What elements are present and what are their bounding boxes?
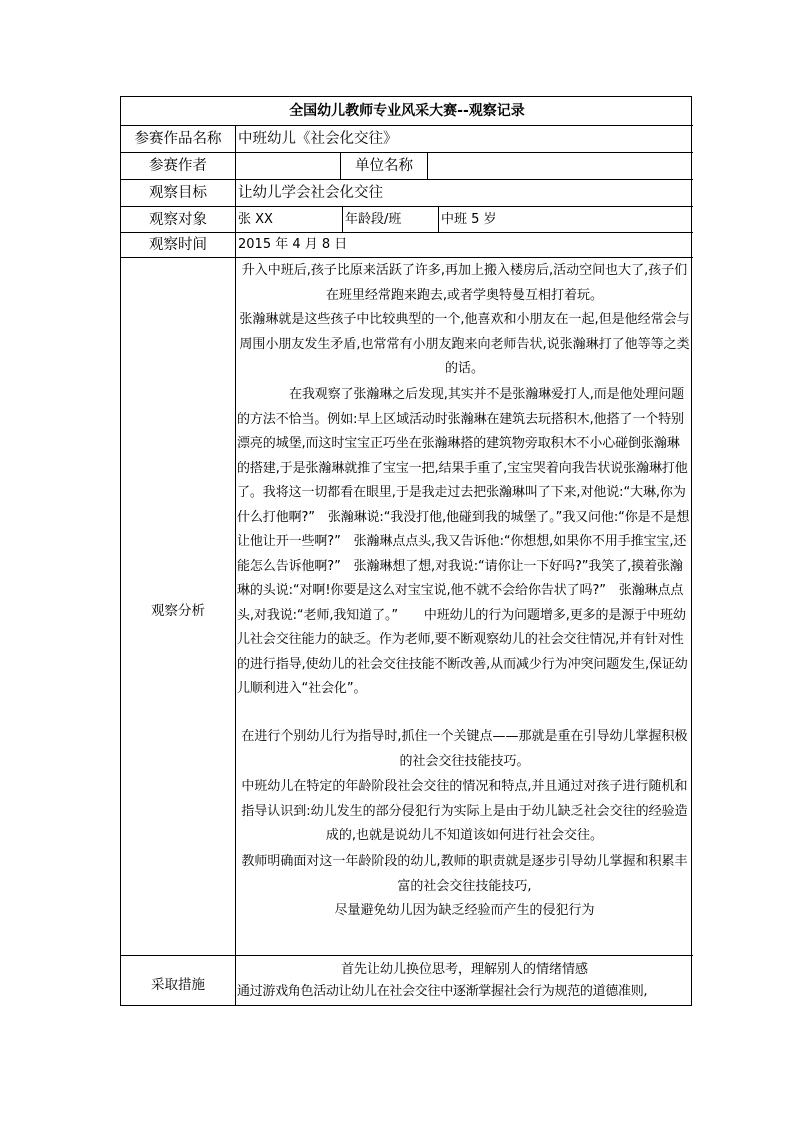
analysis-paragraph: 张瀚琳就是这些孩子中比较典型的一个,他喜欢和小朋友在一起,但是他经常会与周围小朋友发生矛盾,也常常有小朋友跑来向老师告状,说张瀚琳打了他等等之类的话。 xyxy=(239,312,690,376)
age-group-label: 年龄段/班 xyxy=(345,212,402,227)
document-title: 全国幼儿教师专业风采大赛--观察记录 xyxy=(289,103,525,119)
analysis-paragraph: 中班幼儿在特定的年龄阶段社会交往的情况和特点,并且通过对孩子进行随机和指导认识到:幼儿发生的部分侵犯行为实际上是由于幼儿缺乏社会交往的经验造成的,也就是说幼儿不知道该如何进行社会交往。 xyxy=(241,779,688,843)
analysis-paragraph: 在我观察了张瀚琳之后发现,其实并不是张瀚琳爱打人,而是他处理问题的方法不恰当。例如:早上区域活动时张瀚琳在建筑去玩搭积木,他搭了一个特别漂亮的城堡,而这时宝宝正巧坐在张瀚琳搭的建筑物旁取积木不小心碰倒张瀚琳的搭建,于是张瀚琳就推了宝宝一把,结果手重了,宝宝哭着向我告状说张瀚琳打他了。我将这一切都看在眼里,于是我走过去把张瀚琳叫了下来,对他说:“大琳,你为什么打他啊?” 张瀚琳说:“我没打他,他碰到我的城堡了。”我又问他:“你是不是想让他让开一些啊?” 张瀚琳点点头,我又告诉他:“你想想,如果你不用手推宝宝,还能怎么告诉他啊?” 张瀚琳想了想,对我说:“请你让一下好吗?”我笑了,摸着张瀚琳的头说:“对啊!你要是这么对宝宝说,他不就不会给你告状了吗?” 张瀚琳点点头,对我说:“老师,我知道了。” 中班幼儿的行为问题增多,更多的是源于中班幼儿社会交往能力的缺乏。作为老师,要不断观察幼儿的社会交往情况,并有针对性的进行指导,使幼儿的社会交往技能不断改善,从而减少行为冲突问题发生,保证幼儿顺利进入“社会化”。 xyxy=(237,387,690,696)
author-label: 参赛作者 xyxy=(149,158,207,174)
row-divider xyxy=(121,257,693,258)
unit-label: 单位名称 xyxy=(355,158,413,174)
label-column-divider xyxy=(235,125,236,1005)
analysis-paragraph: 教师明确面对这一年龄阶段的幼儿,教师的职责就是逐步引导幼儿掌握和积累丰富的社会交往技能技巧, xyxy=(241,854,688,894)
goal-label: 观察目标 xyxy=(149,185,207,201)
age-group-value: 中班 5 岁 xyxy=(441,212,497,227)
measure-line: 通过游戏角色活动让幼儿在社会交往中逐渐掌握社会行为规范的道德准则, xyxy=(237,984,648,999)
time-label: 观察时间 xyxy=(149,237,207,253)
subject-label: 观察对象 xyxy=(149,212,207,228)
observation-record-table xyxy=(120,96,692,1006)
analysis-paragraph: 尽量避免幼儿因为缺乏经验而产生的侵犯行为 xyxy=(334,903,595,918)
goal-value: 让幼儿学会社会化交往 xyxy=(238,185,383,201)
analysis-paragraph: 升入中班后,孩子比原来活跃了许多,再加上搬入楼房后,活动空间也大了,孩子们在班里经常跑来跑去,或者学奥特曼互相打着玩。 xyxy=(241,263,688,303)
measures-label: 采取措施 xyxy=(151,977,205,993)
work-name-value: 中班幼儿《社会化交往》 xyxy=(238,131,398,147)
author-value xyxy=(236,153,340,179)
row-divider xyxy=(121,955,693,956)
work-name-label: 参赛作品名称 xyxy=(134,131,222,147)
analysis-paragraph: 在进行个别幼儿行为指导时,抓住一个关键点——那就是重在引导幼儿掌握积极的社会交往技能技巧。 xyxy=(241,729,688,769)
unit-value xyxy=(428,153,692,179)
analysis-label: 观察分析 xyxy=(151,603,205,619)
subject-value: 张 XX xyxy=(238,212,273,227)
time-value: 2015 年 4 月 8 日 xyxy=(238,237,348,252)
measure-line: 首先让幼儿换位思考，理解别人的情绪情感 xyxy=(340,962,588,977)
